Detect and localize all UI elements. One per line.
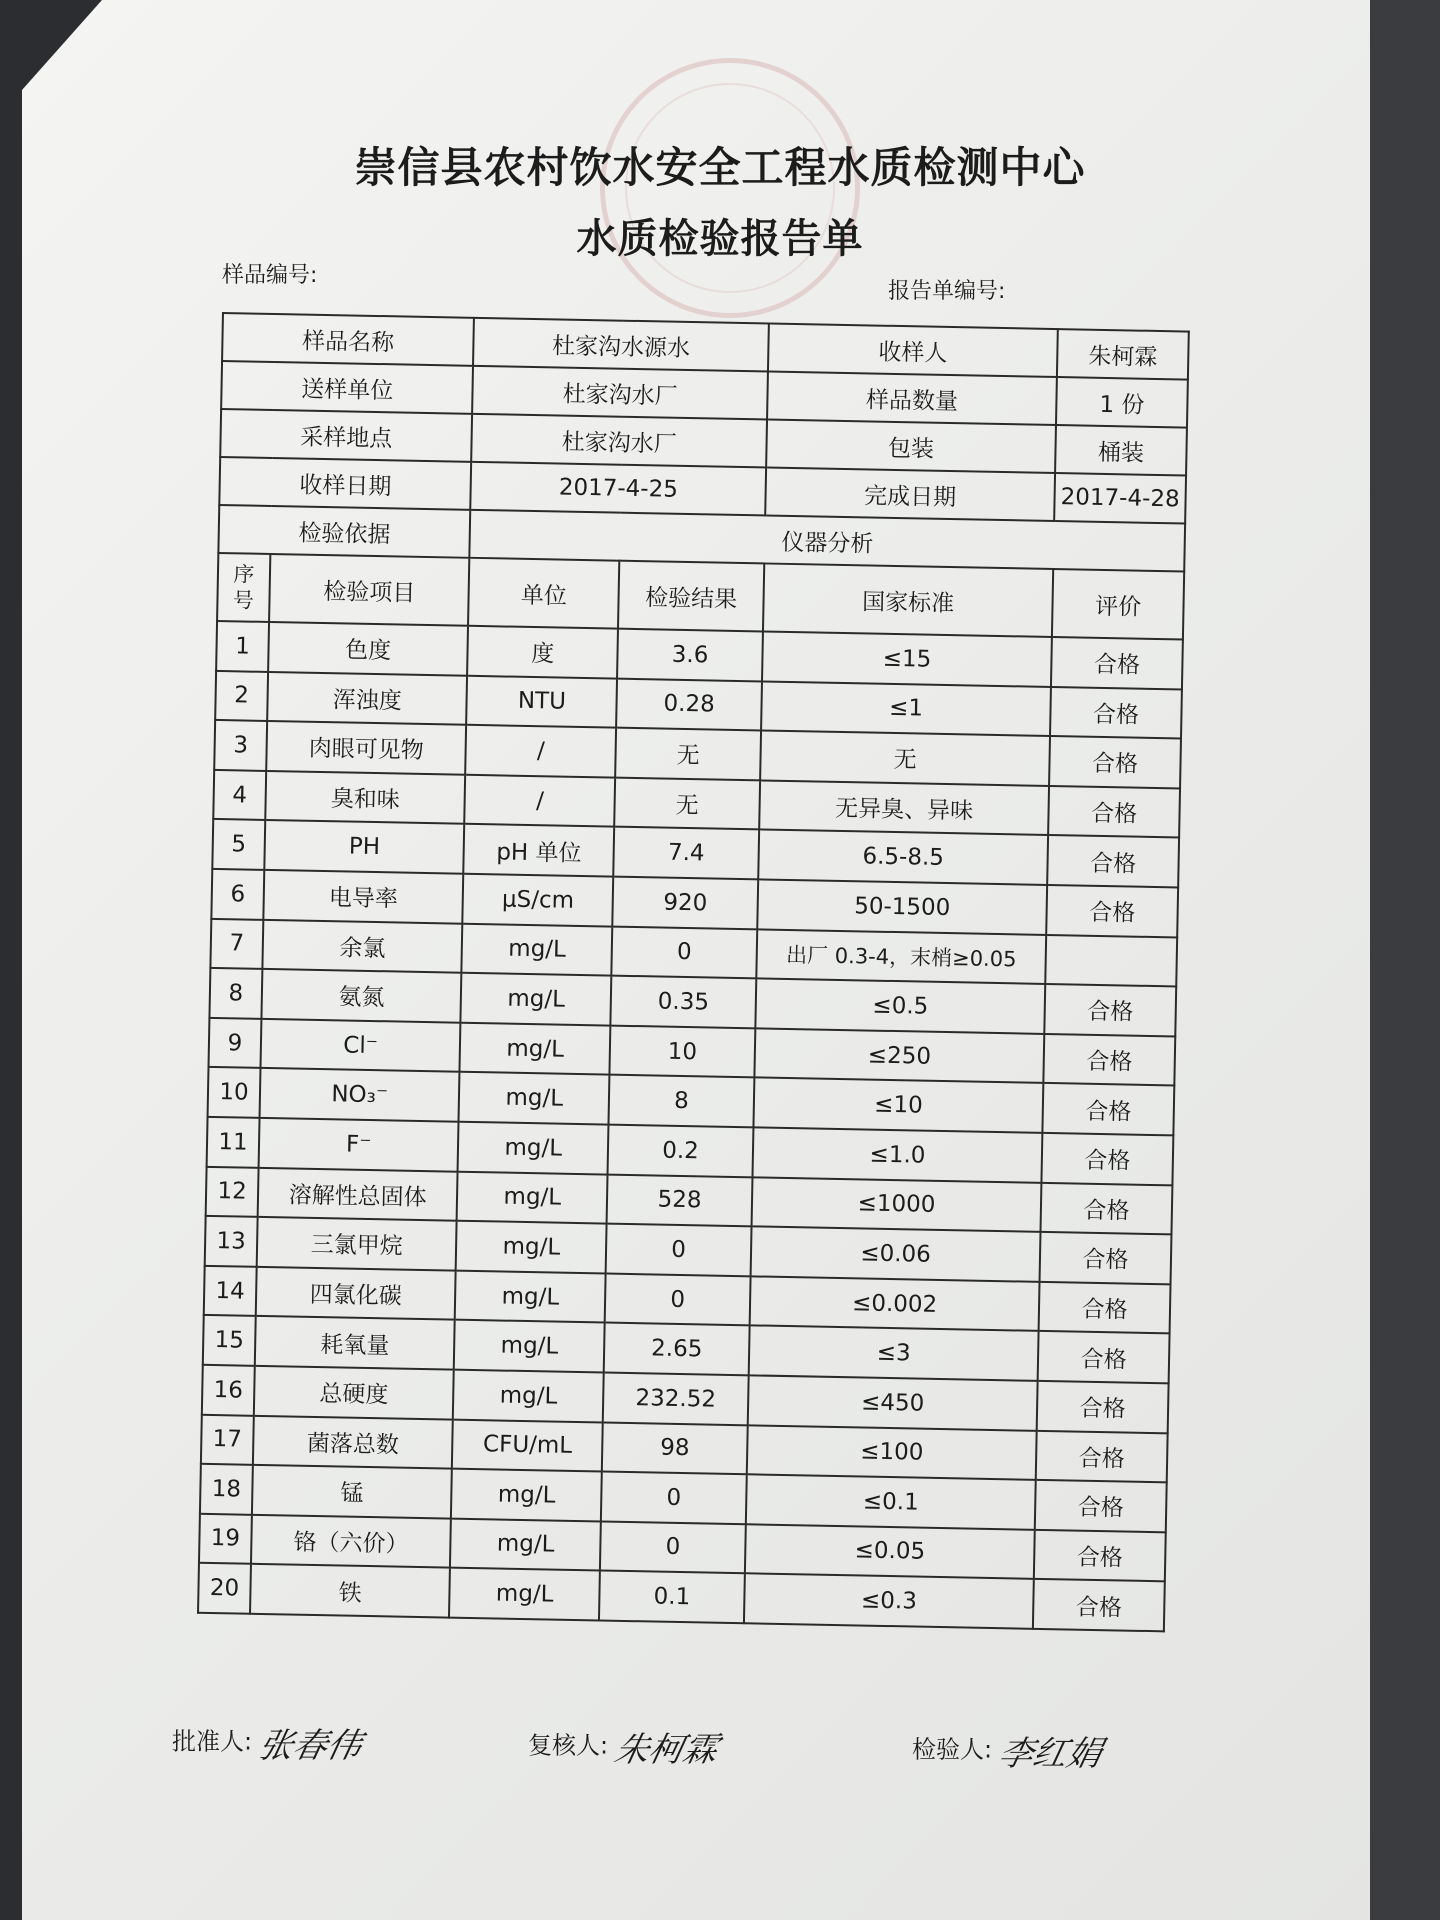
cell-item: 铬（六价） bbox=[251, 1514, 451, 1567]
cell-eval: 合格 bbox=[1044, 984, 1176, 1036]
col-result: 检验结果 bbox=[618, 561, 764, 632]
cell-no: 12 bbox=[206, 1166, 259, 1217]
cell-item: PH bbox=[264, 820, 464, 873]
cell-no: 11 bbox=[207, 1117, 260, 1168]
cell-item: 肉眼可见物 bbox=[266, 721, 466, 774]
cell-eval: 合格 bbox=[1047, 835, 1179, 887]
cell-no: 14 bbox=[204, 1266, 257, 1317]
cell-standard: 无异臭、异味 bbox=[759, 780, 1049, 835]
col-eval: 评价 bbox=[1052, 569, 1184, 639]
info-label: 样品名称 bbox=[222, 313, 474, 366]
approver-signature: 张春伟 bbox=[254, 1726, 366, 1766]
cell-eval bbox=[1045, 935, 1177, 987]
info-label: 送样单位 bbox=[221, 361, 473, 414]
cell-result: 0 bbox=[600, 1521, 746, 1573]
inspector bbox=[912, 1726, 1106, 1775]
cell-result: 0 bbox=[606, 1224, 752, 1276]
cell-unit: mg/L bbox=[457, 1171, 608, 1223]
cell-standard: ≤1000 bbox=[751, 1177, 1041, 1232]
cell-result: 0 bbox=[605, 1273, 751, 1325]
cell-no: 17 bbox=[201, 1414, 254, 1465]
cell-unit: mg/L bbox=[455, 1270, 606, 1322]
cell-unit: mg/L bbox=[459, 1072, 610, 1124]
cell-unit: mg/L bbox=[460, 1022, 611, 1074]
cell-eval: 合格 bbox=[1040, 1232, 1172, 1284]
cell-unit: mg/L bbox=[453, 1370, 604, 1422]
cell-unit: mg/L bbox=[450, 1518, 601, 1570]
cell-unit: μS/cm bbox=[463, 874, 614, 926]
cell-result: 无 bbox=[615, 728, 761, 780]
cell-unit: mg/L bbox=[461, 973, 612, 1025]
info-value: 桶装 bbox=[1055, 425, 1187, 476]
info-label: 包装 bbox=[766, 419, 1056, 473]
col-standard: 国家标准 bbox=[763, 563, 1053, 637]
cell-standard: ≤250 bbox=[754, 1028, 1044, 1083]
cell-eval: 合格 bbox=[1038, 1331, 1170, 1383]
cell-item: 铁 bbox=[250, 1564, 450, 1617]
background-edge bbox=[1370, 0, 1440, 1920]
inspector-label: 检验人: bbox=[912, 1735, 993, 1764]
cell-standard: ≤1 bbox=[761, 681, 1051, 736]
reviewer-signature: 朱柯霖 bbox=[610, 1730, 722, 1770]
col-item: 检验项目 bbox=[269, 554, 470, 626]
approver bbox=[172, 1718, 366, 1767]
cell-result: 0 bbox=[612, 926, 758, 978]
cell-no: 15 bbox=[203, 1315, 256, 1366]
info-label: 完成日期 bbox=[765, 467, 1055, 521]
cell-standard: ≤1.0 bbox=[752, 1127, 1042, 1182]
cell-unit: mg/L bbox=[456, 1221, 607, 1273]
info-label: 采样地点 bbox=[220, 409, 472, 462]
cell-no: 19 bbox=[199, 1513, 252, 1564]
cell-standard: ≤450 bbox=[748, 1375, 1038, 1430]
cell-no: 16 bbox=[202, 1365, 255, 1416]
cell-standard: ≤15 bbox=[762, 631, 1052, 686]
cell-result: 0.35 bbox=[611, 976, 757, 1028]
cell-standard: ≤0.05 bbox=[745, 1524, 1035, 1579]
cell-no: 9 bbox=[208, 1018, 261, 1069]
cell-eval: 合格 bbox=[1044, 1034, 1176, 1086]
cell-unit: pH 单位 bbox=[464, 824, 615, 876]
report-title: 水质检验报告单 bbox=[576, 216, 864, 262]
info-value: 1 份 bbox=[1056, 377, 1188, 428]
cell-result: 0 bbox=[601, 1472, 747, 1524]
report-table bbox=[197, 312, 1190, 1632]
basis-label: 检验依据 bbox=[218, 505, 470, 558]
cell-no: 5 bbox=[212, 819, 265, 870]
reviewer-label: 复核人: bbox=[528, 1731, 609, 1760]
cell-item: Cl⁻ bbox=[260, 1019, 460, 1072]
cell-item: 余氯 bbox=[262, 919, 462, 972]
basis-value: 仪器分析 bbox=[470, 510, 1185, 572]
cell-no: 18 bbox=[200, 1464, 253, 1515]
cell-item: 臭和味 bbox=[265, 771, 465, 824]
cell-no: 4 bbox=[213, 770, 266, 821]
cell-item: 溶解性总固体 bbox=[258, 1167, 458, 1220]
cell-result: 8 bbox=[609, 1075, 755, 1127]
cell-result: 0.2 bbox=[608, 1125, 754, 1177]
cell-result: 98 bbox=[602, 1422, 748, 1474]
cell-item: 总硬度 bbox=[254, 1366, 454, 1419]
cell-result: 无 bbox=[614, 777, 760, 829]
cell-eval: 合格 bbox=[1043, 1083, 1175, 1135]
info-label: 收样日期 bbox=[219, 457, 471, 510]
cell-item: 锰 bbox=[252, 1465, 452, 1518]
cell-eval: 合格 bbox=[1033, 1579, 1165, 1631]
cell-item: NO₃⁻ bbox=[259, 1068, 459, 1121]
cell-result: 2.65 bbox=[604, 1323, 750, 1375]
cell-eval: 合格 bbox=[1037, 1381, 1169, 1433]
cell-result: 3.6 bbox=[617, 629, 763, 681]
cell-standard: ≤100 bbox=[747, 1425, 1037, 1480]
cell-standard: ≤0.1 bbox=[746, 1474, 1036, 1529]
cell-eval: 合格 bbox=[1034, 1530, 1166, 1582]
cell-unit: CFU/mL bbox=[452, 1419, 603, 1471]
info-value: 2017-4-25 bbox=[471, 462, 766, 516]
cell-standard: ≤0.002 bbox=[750, 1276, 1040, 1331]
cell-eval: 合格 bbox=[1048, 786, 1180, 838]
cell-no: 6 bbox=[211, 869, 264, 920]
cell-item: 色度 bbox=[268, 622, 468, 675]
cell-standard: ≤3 bbox=[749, 1326, 1039, 1381]
cell-item: 四氯化碳 bbox=[256, 1267, 456, 1320]
cell-eval: 合格 bbox=[1046, 885, 1178, 937]
cell-no: 10 bbox=[208, 1067, 261, 1118]
cell-no: 13 bbox=[205, 1216, 258, 1267]
cell-result: 7.4 bbox=[613, 827, 759, 879]
info-value: 2017-4-28 bbox=[1054, 473, 1186, 524]
cell-unit: 度 bbox=[467, 626, 618, 678]
info-label: 样品数量 bbox=[767, 371, 1057, 425]
cell-standard: ≤0.3 bbox=[744, 1574, 1034, 1629]
inspector-signature: 李红娟 bbox=[994, 1734, 1106, 1774]
cell-no: 8 bbox=[209, 968, 262, 1019]
org-title: 崇信县农村饮水安全工程水质检测中心 bbox=[354, 143, 1086, 192]
cell-result: 528 bbox=[607, 1174, 753, 1226]
cell-item: 浑浊度 bbox=[267, 672, 467, 725]
cell-standard: ≤0.5 bbox=[755, 979, 1045, 1034]
info-value: 杜家沟水厂 bbox=[472, 414, 767, 468]
approver-label: 批准人: bbox=[172, 1727, 253, 1756]
col-no: 序号 bbox=[217, 553, 270, 622]
cell-unit: mg/L bbox=[454, 1320, 605, 1372]
report-no-label: 报告单编号: bbox=[888, 279, 1006, 304]
cell-eval: 合格 bbox=[1039, 1282, 1171, 1334]
cell-item: 电导率 bbox=[263, 870, 463, 923]
cell-no: 7 bbox=[210, 918, 263, 969]
info-value: 朱柯霖 bbox=[1057, 329, 1189, 380]
cell-result: 10 bbox=[610, 1025, 756, 1077]
cell-no: 3 bbox=[214, 720, 267, 771]
cell-eval: 合格 bbox=[1041, 1182, 1173, 1234]
cell-unit: NTU bbox=[467, 675, 618, 727]
cell-item: 氨氮 bbox=[261, 969, 461, 1022]
cell-item: F⁻ bbox=[259, 1118, 459, 1171]
cell-eval: 合格 bbox=[1042, 1133, 1174, 1185]
cell-unit: mg/L bbox=[449, 1568, 600, 1620]
cell-unit: / bbox=[466, 725, 617, 777]
cell-standard: 无 bbox=[760, 731, 1050, 786]
cell-standard: ≤10 bbox=[753, 1078, 1043, 1133]
cell-no: 1 bbox=[216, 621, 269, 672]
cell-standard: 出厂 0.3-4，末梢≥0.05 bbox=[756, 929, 1046, 984]
cell-item: 三氯甲烷 bbox=[257, 1217, 457, 1270]
sample-no-label: 样品编号: bbox=[222, 263, 318, 288]
info-value: 杜家沟水源水 bbox=[473, 318, 768, 372]
cell-eval: 合格 bbox=[1051, 637, 1183, 689]
cell-no: 2 bbox=[215, 671, 268, 722]
cell-unit: mg/L bbox=[462, 923, 613, 975]
cell-result: 920 bbox=[612, 877, 758, 929]
info-value: 杜家沟水厂 bbox=[472, 366, 767, 420]
cell-no: 20 bbox=[198, 1563, 251, 1614]
cell-unit: / bbox=[465, 775, 616, 827]
cell-standard: 6.5-8.5 bbox=[758, 830, 1048, 885]
cell-unit: mg/L bbox=[451, 1469, 602, 1521]
cell-unit: mg/L bbox=[458, 1122, 609, 1174]
col-unit: 单位 bbox=[468, 558, 619, 629]
cell-eval: 合格 bbox=[1050, 687, 1182, 739]
cell-item: 耗氧量 bbox=[255, 1316, 455, 1369]
cell-result: 0.28 bbox=[616, 678, 762, 730]
cell-result: 232.52 bbox=[603, 1372, 749, 1424]
cell-eval: 合格 bbox=[1035, 1480, 1167, 1532]
cell-item: 菌落总数 bbox=[253, 1415, 453, 1468]
info-label: 收样人 bbox=[768, 323, 1058, 377]
cell-eval: 合格 bbox=[1049, 736, 1181, 788]
cell-standard: ≤0.06 bbox=[751, 1226, 1041, 1281]
cell-standard: 50-1500 bbox=[757, 879, 1047, 934]
reviewer bbox=[528, 1722, 722, 1771]
cell-eval: 合格 bbox=[1036, 1430, 1168, 1482]
cell-result: 0.1 bbox=[599, 1571, 745, 1623]
